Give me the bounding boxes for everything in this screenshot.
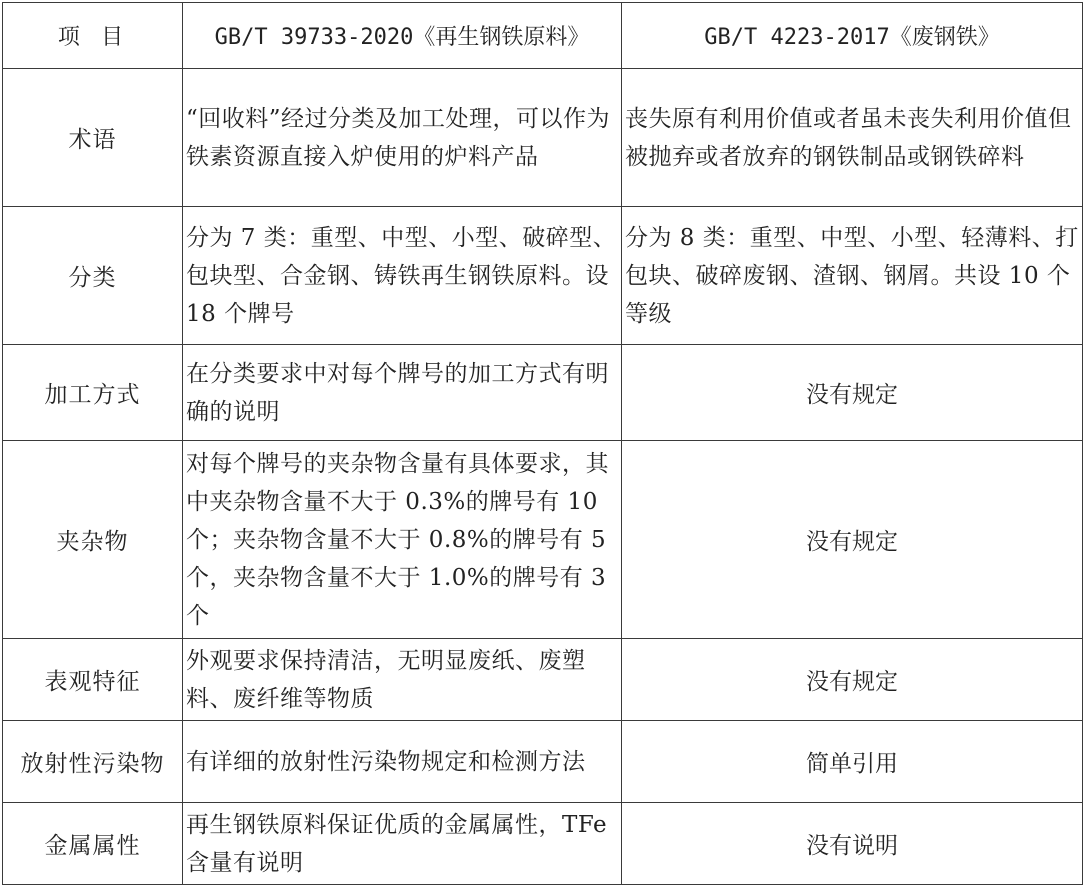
header-gbt-4223: GB/T 4223-2017《废钢铁》 [622,3,1083,69]
row-item-label: 术语 [3,69,183,207]
table-row-metal-attribute [3,803,1083,885]
row-item-label: 放射性污染物 [3,721,183,803]
row-cell-4223: 丧失原有利用价值或者虽未丧失利用价值但被抛弃或者放弃的钢铁制品或钢铁碎料 [622,69,1083,207]
row-cell-4223: 没有规定 [622,639,1083,721]
row-cell-4223: 没有规定 [622,345,1083,441]
row-cell-39733: 外观要求保持清洁，无明显废纸、废塑料、废纤维等物质 [183,639,622,721]
table-row-processing [3,345,1083,441]
row-cell-39733: “回收料”经过分类及加工处理，可以作为铁素资源直接入炉使用的炉料产品 [183,69,622,207]
header-row [3,3,1083,69]
table-row-terminology [3,69,1083,207]
row-cell-4223: 简单引用 [622,721,1083,803]
row-item-label: 分类 [3,207,183,345]
row-cell-39733: 有详细的放射性污染物规定和检测方法 [183,721,622,803]
row-cell-39733: 在分类要求中对每个牌号的加工方式有明确的说明 [183,345,622,441]
row-item-label: 表观特征 [3,639,183,721]
row-cell-4223: 没有说明 [622,803,1083,885]
row-cell-39733: 分为 7 类：重型、中型、小型、破碎型、包块型、合金钢、铸铁再生钢铁原料。设 18 个牌号 [183,207,622,345]
row-cell-39733: 再生钢铁原料保证优质的金属属性，TFe 含量有说明 [183,803,622,885]
row-cell-4223: 没有规定 [622,441,1083,639]
comparison-table [2,2,1083,885]
table-row-appearance [3,639,1083,721]
row-cell-39733: 对每个牌号的夹杂物含量有具体要求，其中夹杂物含量不大于 0.3%的牌号有 10 个；夹杂物含量不大于 0.8%的牌号有 5 个，夹杂物含量不大于 1.0%的牌号有 3 个 [183,441,622,639]
table-row-classification [3,207,1083,345]
row-item-label: 夹杂物 [3,441,183,639]
row-item-label: 金属属性 [3,803,183,885]
table-row-inclusions [3,441,1083,639]
row-cell-4223: 分为 8 类：重型、中型、小型、轻薄料、打包块、破碎废钢、渣钢、钢屑。共设 10 个等级 [622,207,1083,345]
table-row-radioactive [3,721,1083,803]
header-item: 项 目 [3,3,183,69]
row-item-label: 加工方式 [3,345,183,441]
header-gbt-39733: GB/T 39733-2020《再生钢铁原料》 [183,3,622,69]
